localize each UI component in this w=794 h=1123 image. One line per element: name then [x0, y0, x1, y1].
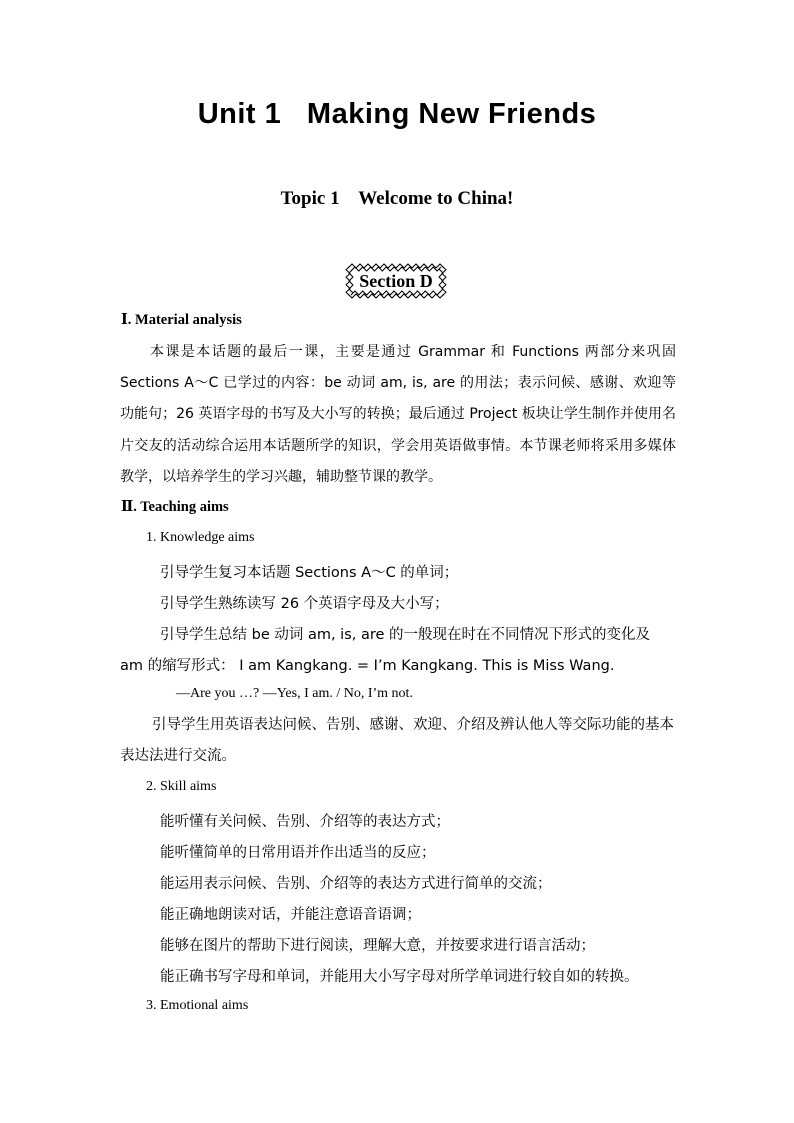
heading-teaching-aims: Ⅱ. Teaching aims	[121, 499, 229, 515]
skill-item: 能听懂有关问候、告别、介绍等的表达方式；	[160, 814, 450, 830]
section-label: Section D	[359, 271, 433, 291]
knowledge-item: 引导学生熟练读写 26 个英语字母及大小写；	[160, 596, 449, 612]
material-analysis-paragraph: 本课是本话题的最后一课，主要是通过 Grammar 和 Functions 两部分来巩固 Sections A～C 已学过的内容：be 动词 am, is, are 的用法；表示问候、感谢、欢迎等功能句；26 英语字母的书写及大小写的转换；最后通过 Project 板块让学生制作并使用名片交友的活动综合运用本话题所学的知识，学会用英语做事情。本节课老师将采用多媒体教学，以培养学生的学习兴趣，辅助整节课的教学。	[120, 344, 676, 485]
skill-aims-heading: 2. Skill aims	[146, 779, 217, 794]
knowledge-item: 引导学生总结 be 动词 am, is, are 的一般现在时在不同情况下形式的变化及	[160, 627, 651, 643]
heading-material-analysis: Ⅰ. Material analysis	[121, 312, 242, 328]
knowledge-item-continued: am 的缩写形式： I am Kangkang. = I’m Kangkang. This is Miss Wang.	[120, 658, 615, 674]
knowledge-item: 引导学生复习本话题 Sections A～C 的单词；	[160, 565, 459, 581]
knowledge-aims-heading: 1. Knowledge aims	[146, 530, 255, 545]
knowledge-example: —Are you …? —Yes, I am. / No, I’m not.	[176, 686, 413, 701]
skill-item: 能够在图片的帮助下进行阅读，理解大意，并按要求进行语言活动；	[160, 938, 595, 954]
skill-item: 能正确书写字母和单词，并能用大小写字母对所学单词进行较自如的转换。	[160, 969, 639, 985]
skill-item: 能听懂简单的日常用语并作出适当的反应；	[160, 845, 436, 861]
skill-item: 能运用表示问候、告别、介绍等的表达方式进行简单的交流；	[160, 876, 552, 892]
knowledge-item: 引导学生用英语表达问候、告别、感谢、欢迎、介绍及辨认他人等交际功能的基本表达法进行交流。	[120, 717, 674, 764]
topic-title: Topic 1 Welcome to China!	[280, 188, 514, 209]
skill-item: 能正确地朗读对话，并能注意语音语调；	[160, 907, 421, 923]
emotional-aims-heading: 3. Emotional aims	[146, 998, 249, 1013]
section-badge	[345, 263, 447, 299]
unit-title: Unit 1 Making New Friends	[197, 98, 597, 130]
